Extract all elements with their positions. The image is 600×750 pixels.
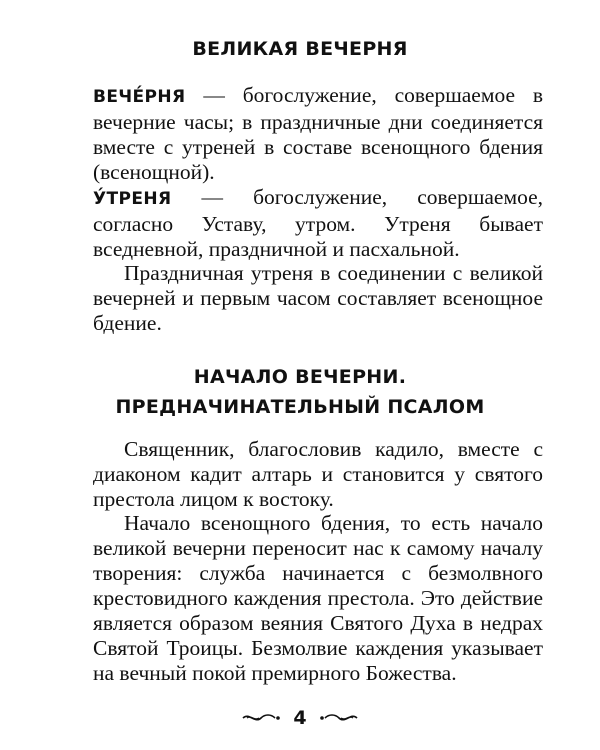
right-ornament-icon (319, 712, 359, 724)
term-matins: У́ТРЕНЯ (93, 189, 172, 209)
left-ornament-icon (241, 712, 281, 724)
paragraph-vigil: Праздничная утреня в соединении с великой вечерней и первым часом составляет всенощное бдение. (93, 261, 543, 335)
page-title: ВЕЛИКАЯ ВЕЧЕРНЯ (192, 38, 408, 60)
paragraph-beginning: Начало всенощного бдения, то есть начало великой вечерни переносит нас к самому началу творения: служба начинается с безмолвного крестовидного каждения престола. Это действие является образом веяния Святого Духа в недрах Святой Троицы. Безмолвие каждения указывает на вечный покой премирного Божества. (93, 511, 543, 685)
page-footer (0, 706, 600, 729)
page-number: 4 (293, 706, 307, 729)
section-heading-line1: НАЧАЛО ВЕЧЕРНИ. (193, 366, 407, 388)
definition-matins-text: — богослужение, совершаемое, согласно Уставу, утром. Утреня бывает вседневной, праздничной и пасхальной. (93, 185, 543, 261)
section-heading-line2: ПРЕДНАЧИНАТЕЛЬНЫЙ ПСАЛОМ (115, 396, 485, 418)
term-vespers: ВЕЧЕ́РНЯ (93, 87, 186, 107)
definition-vespers-text: — богослужение, совершаемое в вечерние часы; в праздничные дни соединяется вместе с утреней в составе всенощного бдения (всенощной). (93, 83, 543, 184)
definition-matins (93, 185, 543, 262)
definition-vespers (93, 83, 543, 185)
paragraph-priest: Священник, благословив кадило, вместе с диаконом кадит алтарь и становится у святого престола лицом к востоку. (93, 437, 543, 511)
